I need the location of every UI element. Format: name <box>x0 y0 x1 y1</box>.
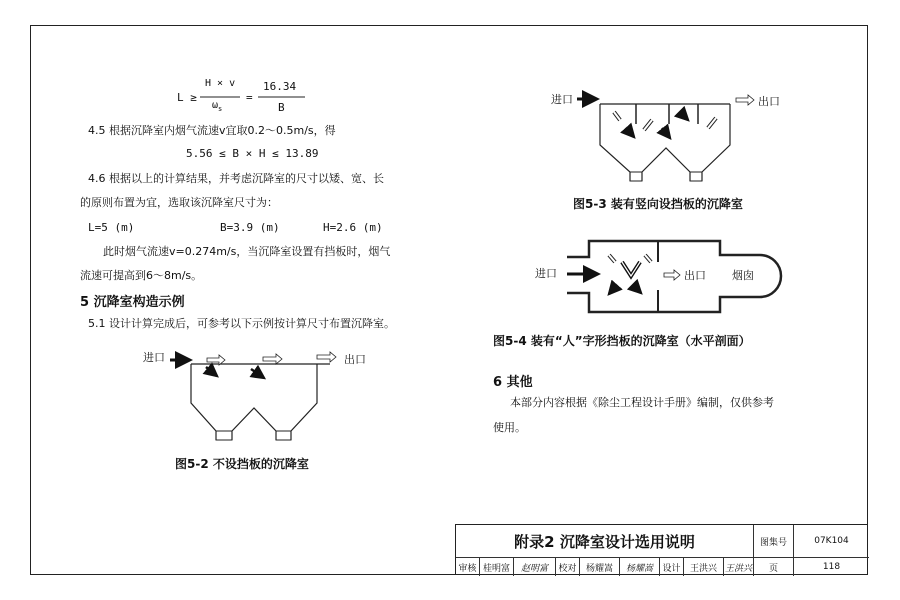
sec46-dim-h: H=2.6 (m) <box>323 221 383 234</box>
check-signature: 杨耀嵩 <box>620 558 660 576</box>
formula-numerator-2: 16.34 <box>263 80 297 93</box>
sec5-heading: 5 沉降室构造示例 <box>80 295 185 310</box>
formula-equals: = <box>246 91 253 104</box>
fig54-inlet-label: 进口 <box>535 267 557 280</box>
title-block-title: 附录2 沉降室设计选用说明 <box>456 525 754 558</box>
page-label: 页 <box>754 558 794 576</box>
atlas-number: 07K104 <box>794 525 869 558</box>
check-label: 校对 <box>556 558 580 576</box>
sec46-line2: 的原则布置为宜，选取该沉降室尺寸为： <box>80 196 278 209</box>
review-signature: 赵明富 <box>514 558 556 576</box>
sec6-line1: 本部分内容根据《除尘工程设计手册》编制，仅供参考 <box>510 396 774 409</box>
fig53-inlet-label: 进口 <box>551 93 573 106</box>
sec46-dim-l: L=5 (m) <box>88 221 135 234</box>
fig52-inlet-label: 进口 <box>143 351 165 364</box>
sec46-line1: 4.6 根据以上的计算结果，并考虑沉降室的尺寸以矮、宽、长 <box>88 172 384 185</box>
fig53-outlet-label: 出口 <box>758 95 780 108</box>
atlas-label: 图集号 <box>754 525 794 558</box>
design-label: 设计 <box>660 558 684 576</box>
design-name: 王洪兴 <box>684 558 724 576</box>
sec46-line4: 流速可提高到6～8m/s。 <box>80 269 203 282</box>
fig52-caption: 图5-2 不设挡板的沉降室 <box>175 457 309 471</box>
check-name: 杨耀嵩 <box>580 558 620 576</box>
formula-prefix: L ≥ <box>177 91 197 104</box>
formula-denominator-1: $\omega_s$ <box>212 100 223 113</box>
sec45-line2: 5.56 ≤ B × H ≤ 13.89 <box>186 147 319 160</box>
fig52-outlet-label: 出口 <box>344 353 366 366</box>
review-label: 审核 <box>456 558 480 576</box>
sec5-line1: 5.1 设计计算完成后，可参考以下示例按计算尺寸布置沉降室。 <box>88 317 395 330</box>
page-number: 118 <box>822 562 841 572</box>
fig54-caption: 图5-4 装有“人”字形挡板的沉降室（水平剖面） <box>493 334 751 348</box>
sec6-heading: 6 其他 <box>493 375 533 390</box>
formula-numerator-1: H × v <box>205 78 236 89</box>
design-signature: 王洪兴 <box>724 558 754 576</box>
sec45-line1: 4.5 根据沉降室内烟气流速v宜取0.2～0.5m/s，得 <box>88 124 336 137</box>
sec6-line2: 使用。 <box>493 421 526 434</box>
sec46-dim-b: B=3.9 (m) <box>220 221 280 234</box>
formula-denominator-2: B <box>278 101 285 114</box>
review-name: 桂明富 <box>480 558 514 576</box>
title-block <box>455 524 868 575</box>
fig53-caption: 图5-3 装有竖向设挡板的沉降室 <box>573 197 743 211</box>
sec46-line3: 此时烟气流速v=0.274m/s，当沉降室设置有挡板时，烟气 <box>103 245 391 258</box>
fig54-chimney-label: 烟囱 <box>732 269 754 282</box>
fig54-outlet-label: 出口 <box>684 269 706 282</box>
